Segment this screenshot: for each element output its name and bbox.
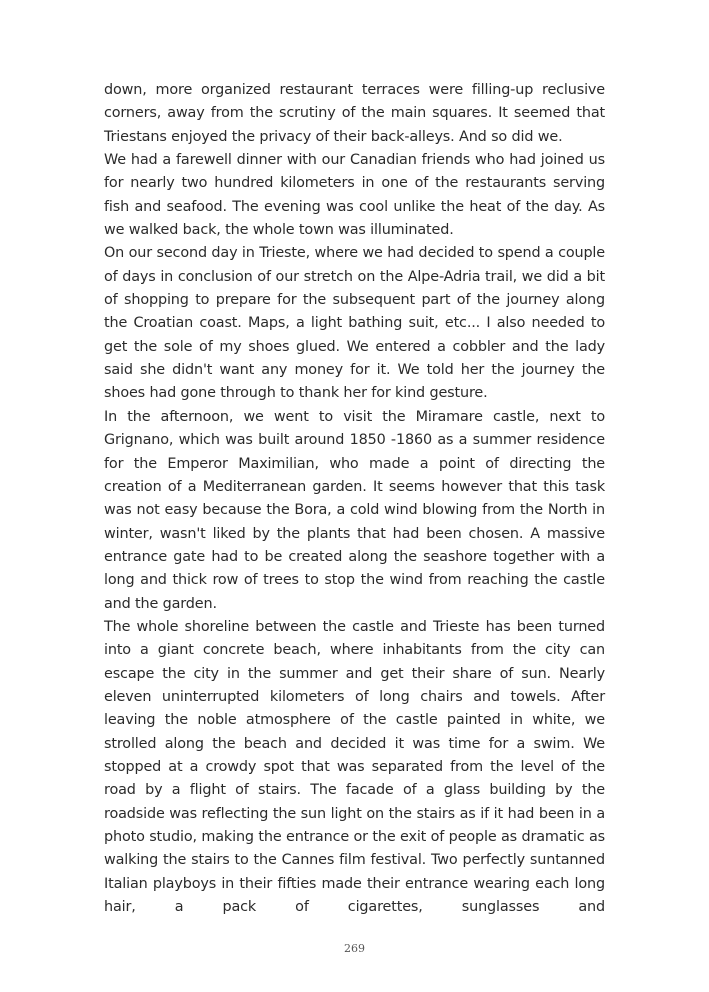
body-text [104,79,605,919]
paragraph-3: On our second day in Trieste, where we had decided to spend a couple of days in conclusion of our stretch on the Alpe-Adria trail, we did a bit of shopping to prepare for the subsequent part of the journey along the Croatian coast. Maps, a light bathing suit, etc... I also needed to get the sole of my shoes glued. We entered a cobbler and the lady said she didn't want any money for it. We told her the journey the shoes had gone through to thank her for kind gesture. [104,245,605,402]
paragraph-2: We had a farewell dinner with our Canadian friends who had joined us for nearly two hundred kilometers in one of the restaurants serving fish and seafood. The evening was cool unlike the heat of the day. As we walked back, the whole town was illuminated. [104,152,605,239]
page-number: 269 [344,942,365,955]
paragraph-1: down, more organized restaurant terraces were filling-up reclusive corners, away from the scrutiny of the main squares. It seemed that Triestans enjoyed the privacy of their back-alleys. And so did we. [104,82,605,145]
paragraph-4: In the afternoon, we went to visit the Miramare castle, next to Grignano, which was built around 1850 -1860 as a summer residence for the Emperor Maximilian, who made a point of directing the creation of a Mediterranean garden. It seems however that this task was not easy because the Bora, a cold wind blowing from the North in winter, wasn't liked by the plants that had been chosen. A massive entrance gate had to be created along the seashore together with a long and thick row of trees to stop the wind from reaching the castle and the garden. [104,408,605,612]
paragraph-5: The whole shoreline between the castle and Trieste has been turned into a giant concrete beach, where inhabitants from the city can escape the city in the summer and get their share of sun. Nearly eleven uninterrupted kilometers of long chairs and towels. After leaving the noble atmosphere of the castle painted in white, we strolled along the beach and decided it was time for a swim. We stopped at a crowdy spot that was separated from the level of the road by a flight of stairs. The facade of a glass building by the roadside was reflecting the sun light on the stairs as if it had been in a photo studio, making the entrance or the exit of people as dramatic as walking the stairs to the Cannes film festival. Two perfectly suntanned Italian playboys in their fifties made their entrance wearing each long hair, a pack of cigarettes, sunglasses and [104,618,605,916]
